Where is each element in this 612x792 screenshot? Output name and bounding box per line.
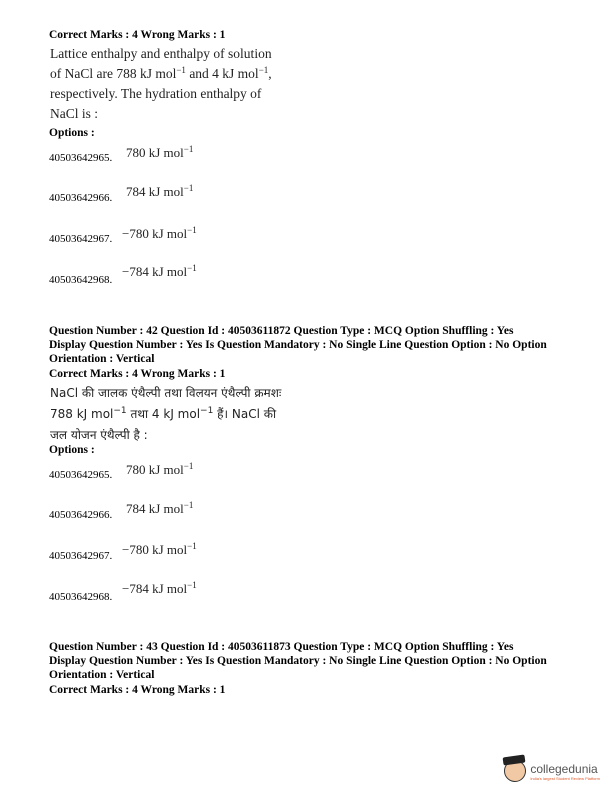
header-line: Orientation : Vertical: [49, 353, 155, 365]
options-label: Options :: [49, 444, 95, 456]
question-header: [49, 640, 579, 682]
marks-line: Correct Marks : 4 Wrong Marks : 1: [49, 368, 226, 380]
collegedunia-logo: [504, 760, 600, 782]
option-id: 40503642968.: [49, 274, 113, 286]
header-line: Display Question Number : Yes Is Question Mandatory : No Single Line Question Option : No Option: [49, 339, 547, 351]
logo-tagline: India's largest Student Review Platform: [530, 775, 600, 781]
header-line: Display Question Number : Yes Is Question Mandatory : No Single Line Question Option : No Option: [49, 655, 547, 667]
option-value: 780 kJ mol$^{-1}$: [126, 144, 194, 160]
logo-name: collegedunia: [530, 761, 598, 776]
option-id: 40503642966.: [49, 509, 113, 521]
marks-line: Correct Marks : 4 Wrong Marks : 1: [49, 684, 226, 696]
question-line: Lattice enthalpy and enthalpy of solution: [50, 46, 272, 61]
question-line: of NaCl are 788 kJ mol$^{-1}$ and 4 kJ mol$^{-1}$,: [50, 65, 272, 81]
header-line: Question Number : 43 Question Id : 40503611873 Question Type : MCQ Option Shuffling : Yes: [49, 641, 514, 653]
question-header: [49, 324, 579, 366]
option-id: 40503642966.: [49, 192, 113, 204]
option-value: −780 kJ mol$^{-1}$: [122, 225, 197, 241]
option-value: 784 kJ mol$^{-1}$: [126, 500, 194, 516]
option-id: 40503642968.: [49, 591, 113, 603]
question-line: NaCl की जालक एंथैल्पी तथा विलयन एंथैल्पी क्रमशः: [50, 386, 282, 400]
question-text: [50, 44, 272, 124]
question-line: NaCl is :: [50, 106, 99, 121]
header-line: Question Number : 42 Question Id : 40503611872 Question Type : MCQ Option Shuffling : Yes: [49, 325, 514, 337]
option-id: 40503642967.: [49, 233, 113, 245]
option-id: 40503642965.: [49, 469, 113, 481]
option-value: −784 kJ mol$^{-1}$: [122, 580, 197, 596]
option-value: 784 kJ mol$^{-1}$: [126, 183, 194, 199]
header-line: Orientation : Vertical: [49, 669, 155, 681]
option-value: −780 kJ mol$^{-1}$: [122, 541, 197, 557]
options-label: Options :: [49, 127, 95, 139]
question-text-hindi: [50, 383, 281, 446]
option-value: 780 kJ mol$^{-1}$: [126, 461, 194, 477]
question-line: respectively. The hydration enthalpy of: [50, 86, 262, 101]
option-value: −784 kJ mol$^{-1}$: [122, 263, 197, 279]
mascot-icon: [504, 760, 526, 782]
question-line: 788 kJ mol$^{-1}$ तथा 4 kJ mol$^{-1}$ हैं। NaCl की: [50, 406, 277, 421]
marks-line: Correct Marks : 4 Wrong Marks : 1: [49, 29, 226, 41]
question-line: जल योजन एंथैल्पी है :: [50, 428, 148, 442]
option-id: 40503642965.: [49, 152, 113, 164]
option-id: 40503642967.: [49, 550, 113, 562]
